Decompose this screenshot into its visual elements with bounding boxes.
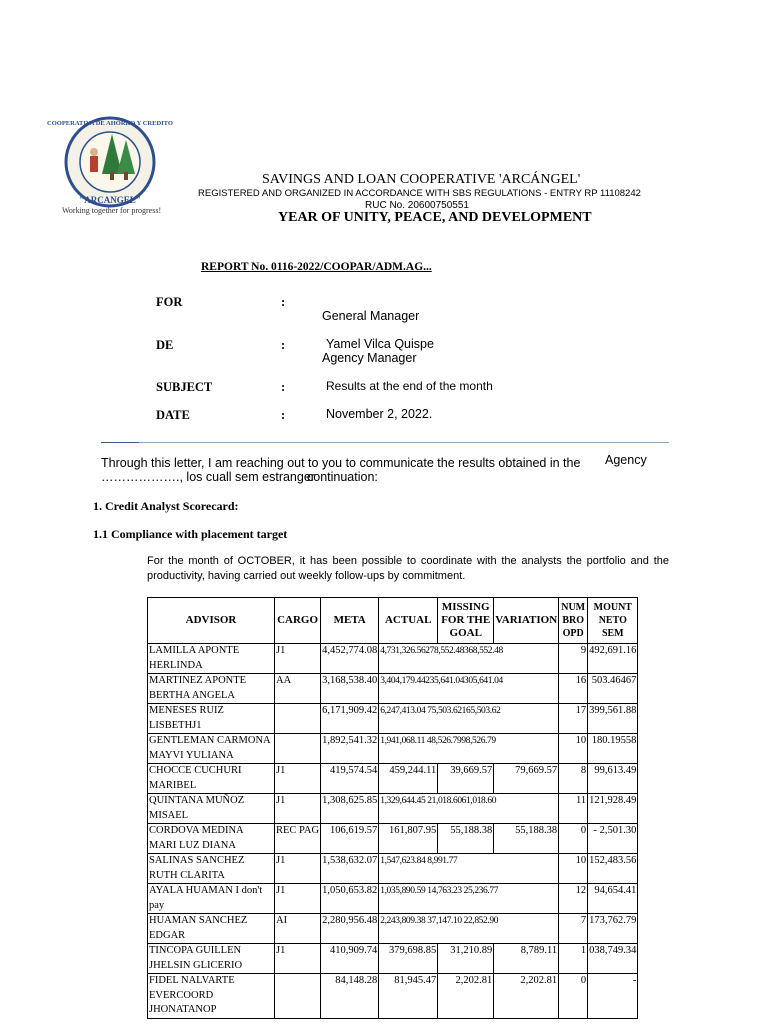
- cell-cargo: [275, 704, 321, 734]
- cell-mount: 492,691.16: [588, 644, 638, 674]
- cell-variation: 55,188.38: [494, 824, 559, 854]
- cell-advisor: QUINTANA MUÑOZ MISAEL: [148, 794, 275, 824]
- organization-name: SAVINGS AND LOAN COOPERATIVE 'ARCÁNGEL': [262, 172, 581, 187]
- cell-mount: 503.46467: [588, 674, 638, 704]
- for-value: General Manager: [322, 309, 420, 323]
- date-colon: :: [281, 408, 286, 422]
- section-paragraph: For the month of OCTOBER, it has been possible to coordinate with the analysts the portfolio and the productivity, having carried out weekly follow-ups by commitment.: [147, 555, 669, 582]
- ruc-number: RUC No. 20600750551: [365, 200, 469, 211]
- report-number: REPORT No. 0116-2022/COOPAR/ADM.AG...: [201, 261, 432, 273]
- cell-advisor: MENESES RUIZ LISBETHJ1: [148, 704, 275, 734]
- cell-num: 16: [559, 674, 588, 704]
- cell-meta: 419,574.54: [321, 764, 379, 794]
- cell-cargo: AA: [275, 674, 321, 704]
- table-row: [148, 644, 638, 674]
- cell-num: 11: [559, 794, 588, 824]
- cell-num: 0: [559, 824, 588, 854]
- cell-advisor: MARTINEZ APONTE BERTHA ANGELA: [148, 674, 275, 704]
- cell-meta: 1,892,541.32: [321, 734, 379, 764]
- cell-meta: 84,148.28: [321, 974, 379, 1019]
- section-1-1-heading: 1.1 Compliance with placement target: [93, 527, 288, 541]
- intro-line-2: ………………., los cuall sem estranger: [101, 470, 315, 484]
- header-advisor: ADVISOR: [148, 598, 275, 644]
- cell-num: 9: [559, 644, 588, 674]
- divider: [101, 442, 669, 443]
- cell-meta: 3,168,538.40: [321, 674, 379, 704]
- cell-advisor: CHOCCE CUCHURI MARIBEL: [148, 764, 275, 794]
- de-colon: :: [281, 338, 286, 352]
- cell-cargo: [275, 734, 321, 764]
- table-row: [148, 704, 638, 734]
- cell-meta: 6,171,909.42: [321, 704, 379, 734]
- cell-mount: -: [588, 974, 638, 1019]
- cell-actual: 1,941,068.11 48,526.7998,526.79: [379, 734, 559, 764]
- subject-label: SUBJECT: [156, 380, 213, 394]
- header-meta: META: [321, 598, 379, 644]
- cell-cargo: J1: [275, 794, 321, 824]
- cell-meta: 1,538,632.07: [321, 854, 379, 884]
- cell-num: 12: [559, 884, 588, 914]
- cell-variation: 79,669.57: [494, 764, 559, 794]
- subject-value: Results at the end of the month: [326, 379, 493, 393]
- header-actual: ACTUAL: [379, 598, 438, 644]
- header-mount: MOUNT NETO SEM: [588, 598, 638, 644]
- cell-cargo: REC PAG: [275, 824, 321, 854]
- cell-cargo: J1: [275, 644, 321, 674]
- cell-actual: 4,731,326.56278,552.48368,552.48: [379, 644, 559, 674]
- cell-num: 10: [559, 734, 588, 764]
- cell-mount: 180.19558: [588, 734, 638, 764]
- cell-actual: 161,807.95: [379, 824, 438, 854]
- table-row: [148, 764, 638, 794]
- cell-advisor: GENTLEMAN CARMONA MAYVI YULIANA: [148, 734, 275, 764]
- cell-num: 8: [559, 764, 588, 794]
- cell-meta: 1,308,625.85: [321, 794, 379, 824]
- cell-actual: 81,945.47: [379, 974, 438, 1019]
- cell-cargo: J1: [275, 944, 321, 974]
- cell-mount: 399,561.88: [588, 704, 638, 734]
- cell-mount: 038,749.34: [588, 944, 638, 974]
- cell-cargo: [275, 974, 321, 1019]
- cell-mount: 94,654.41: [588, 884, 638, 914]
- for-colon: :: [281, 295, 286, 309]
- cell-meta: 410,909.74: [321, 944, 379, 974]
- table-row: [148, 854, 638, 884]
- cell-mount: 152,483.56: [588, 854, 638, 884]
- cell-advisor: TINCOPA GUILLEN JHELSIN GLICERIO: [148, 944, 275, 974]
- registration-line: REGISTERED AND ORGANIZED IN ACCORDANCE WITH SBS REGULATIONS - ENTRY RP 11108242: [198, 188, 641, 199]
- cell-cargo: J1: [275, 884, 321, 914]
- cell-num: 10: [559, 854, 588, 884]
- divider-accent: [101, 442, 139, 443]
- cell-meta: 106,619.57: [321, 824, 379, 854]
- table-row: [148, 884, 638, 914]
- table-row: [148, 944, 638, 974]
- cell-actual: 6,247,413.04 75,503.62165,503.62: [379, 704, 559, 734]
- cell-missing: 39,669.57: [438, 764, 494, 794]
- subject-colon: :: [281, 380, 286, 394]
- table-row: [148, 914, 638, 944]
- cell-mount: - 2,501.30: [588, 824, 638, 854]
- cell-variation: 8,789.11: [494, 944, 559, 974]
- table-row: [148, 974, 638, 1019]
- agency-word: Agency: [605, 453, 647, 467]
- cell-actual: 2,243,809.38 37,147.10 22,852.90: [379, 914, 559, 944]
- cell-mount: 173,762.79: [588, 914, 638, 944]
- cell-cargo: AI: [275, 914, 321, 944]
- table-row: [148, 824, 638, 854]
- cell-num: 0: [559, 974, 588, 1019]
- cell-advisor: SALINAS SANCHEZ RUTH CLARITA: [148, 854, 275, 884]
- header-num: NUM BRO OPD: [559, 598, 588, 644]
- cell-actual: 379,698.85: [379, 944, 438, 974]
- cell-missing: 55,188.38: [438, 824, 494, 854]
- cell-actual: 459,244.11: [379, 764, 438, 794]
- header-missing: MISSING FOR THE GOAL: [438, 598, 494, 644]
- cell-missing: 31,210.89: [438, 944, 494, 974]
- cell-variation: 2,202.81: [494, 974, 559, 1019]
- header-cargo: CARGO: [275, 598, 321, 644]
- table-row: [148, 674, 638, 704]
- for-label: FOR: [156, 295, 183, 309]
- cell-actual: 1,035,890.59 14,763.23 25,236.77: [379, 884, 559, 914]
- logo-text-bottom: "ARCANGEL": [79, 195, 141, 205]
- header-variation: VARIATION: [494, 598, 559, 644]
- cell-cargo: J1: [275, 854, 321, 884]
- de-label: DE: [156, 338, 174, 352]
- cell-advisor: AYALA HUAMAN I don't pay: [148, 884, 275, 914]
- cell-advisor: LAMILLA APONTE HERLINDA: [148, 644, 275, 674]
- table-row: [148, 794, 638, 824]
- cell-advisor: CORDOVA MEDINA MARI LUZ DIANA: [148, 824, 275, 854]
- de-title: Agency Manager: [322, 351, 417, 365]
- cell-actual: 1,329,644.45 21,018.6061,018.60: [379, 794, 559, 824]
- table-header-row: [148, 598, 638, 644]
- table-row: [148, 734, 638, 764]
- cell-num: 17: [559, 704, 588, 734]
- cell-meta: 2,280,956.48: [321, 914, 379, 944]
- cell-advisor: HUAMAN SANCHEZ EDGAR: [148, 914, 275, 944]
- cell-missing: 2,202.81: [438, 974, 494, 1019]
- logo-tagline: Working together for progress!: [62, 206, 162, 215]
- continuation-word: continuation:: [307, 470, 378, 484]
- cell-num: 1: [559, 944, 588, 974]
- cell-advisor: FIDEL NALVARTE EVERCOORD JHONATANOP: [148, 974, 275, 1019]
- cell-actual: 3,404,179.44235,641.04305,641.04: [379, 674, 559, 704]
- section-1-heading: 1. Credit Analyst Scorecard:: [93, 499, 239, 513]
- date-label: DATE: [156, 408, 190, 422]
- cell-actual: 1,547,623.84 8,991.77: [379, 854, 559, 884]
- cell-mount: 121,928.49: [588, 794, 638, 824]
- de-name: Yamel Vilca Quispe: [326, 337, 434, 351]
- logo-text-top: COOPERATIVA DE AHORRO Y CREDITO: [47, 120, 173, 127]
- cell-meta: 1,050,653.82: [321, 884, 379, 914]
- cooperative-logo: [47, 112, 173, 218]
- cell-meta: 4,452,774.08: [321, 644, 379, 674]
- year-motto: YEAR OF UNITY, PEACE, AND DEVELOPMENT: [278, 210, 592, 225]
- cell-mount: 99,613.49: [588, 764, 638, 794]
- cell-num: 7: [559, 914, 588, 944]
- cell-cargo: J1: [275, 764, 321, 794]
- date-value: November 2, 2022.: [326, 407, 433, 421]
- scorecard-table: [147, 597, 638, 1019]
- intro-line-1: Through this letter, I am reaching out to you to communicate the results obtained in the: [101, 456, 581, 470]
